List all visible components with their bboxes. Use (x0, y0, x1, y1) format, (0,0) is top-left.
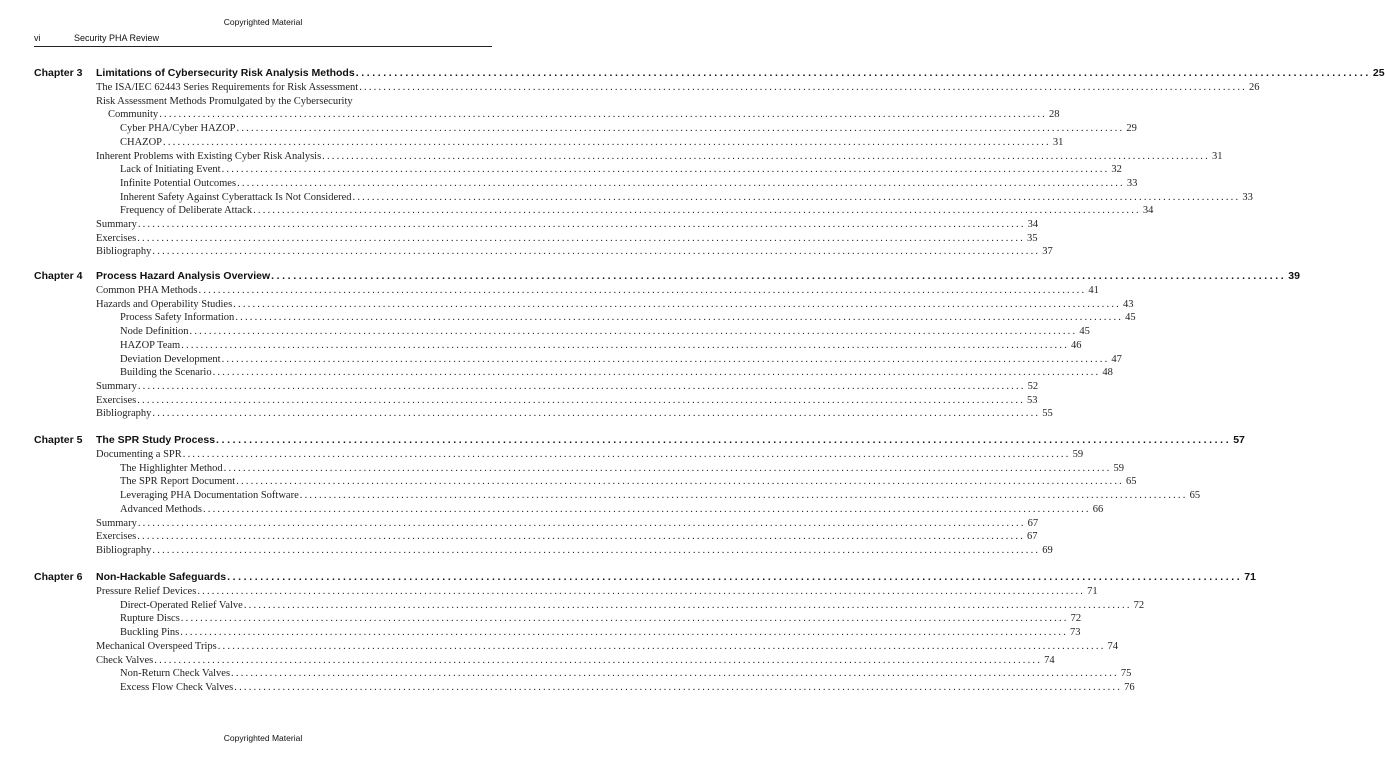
toc-entry (0, 503, 1104, 518)
entry-title: Direct-Operated Relief Valve (120, 599, 243, 611)
entry-title: CHAZOP (120, 136, 163, 148)
toc-entry (0, 136, 1064, 151)
toc-entry (0, 640, 1119, 655)
toc-entry (0, 599, 1145, 614)
dot-leader: ........................................................................................................................................................................................ (299, 490, 1188, 502)
entry-page: 34 (1142, 205, 1154, 217)
entry-page: 67 (1027, 517, 1039, 529)
entry-title: Building the Scenario (120, 367, 212, 379)
chapter-title-row (96, 270, 1300, 282)
toc-entry-row (96, 96, 474, 107)
entry-title: Exercises (96, 394, 137, 406)
dot-leader: ........................................................................................................................................................................................ (271, 270, 1287, 282)
toc-entry (0, 109, 1060, 123)
dot-leader: ........................................................................................................................................................................................ (152, 544, 1041, 556)
toc-entry-row (120, 339, 1082, 351)
chapter-heading (0, 571, 1256, 585)
entry-title: Community (108, 109, 159, 121)
toc-entry-row (120, 177, 1138, 189)
toc-entry (0, 150, 1223, 165)
toc-entry (0, 490, 1201, 504)
entry-title: Excess Flow Check Valves (120, 681, 234, 693)
entry-title: Buckling Pins (120, 627, 180, 639)
toc-entry-row (96, 654, 1055, 666)
toc-entry-row (96, 246, 1053, 258)
dot-leader: ........................................................................................................................................................................................ (235, 312, 1124, 324)
entry-page: 48 (1102, 367, 1113, 379)
toc-entry-row (120, 613, 1082, 625)
entry-page: 28 (1049, 109, 1060, 121)
entry-page: 69 (1042, 544, 1053, 556)
dot-leader: ........................................................................................................................................................................................ (355, 67, 1371, 79)
entry-title: Risk Assessment Methods Promulgated by the Cybersecurity (96, 95, 353, 107)
entry-title: The SPR Report Document (120, 476, 236, 488)
dot-leader: ........................................................................................................................................................................................ (212, 367, 1101, 379)
toc-entry-row (120, 136, 1064, 148)
toc-entry (0, 312, 1136, 326)
entry-page: 72 (1070, 613, 1082, 625)
entry-title: Hazards and Operability Studies (96, 298, 233, 310)
toc-entry (0, 353, 1122, 368)
entry-title: Bibliography (96, 408, 152, 420)
dot-leader: ........................................................................................................................................................................................ (221, 164, 1110, 176)
toc-entry-row (96, 531, 1038, 543)
dot-leader: ........................................................................................................................................................................................ (137, 232, 1026, 244)
entry-page: 67 (1027, 531, 1038, 543)
toc-entry-row (120, 191, 1253, 203)
toc-entry (0, 164, 1122, 178)
dot-leader: ........................................................................................................................................................................................ (137, 394, 1026, 406)
entry-page: 71 (1087, 586, 1098, 597)
toc-entry (0, 82, 1260, 96)
toc-entry (0, 394, 1038, 409)
entry-page: 59 (1113, 462, 1124, 474)
entry-page: 33 (1126, 177, 1138, 189)
dot-leader: ........................................................................................................................................................................................ (137, 219, 1026, 230)
chapter-page: 39 (1288, 270, 1300, 282)
toc-entry-row (96, 298, 1134, 310)
entry-page: 52 (1027, 380, 1039, 392)
dot-leader: ........................................................................................................................................................................................ (180, 613, 1069, 625)
chapter-number: Chapter 4 (34, 270, 83, 282)
chapter-page: 57 (1233, 434, 1245, 446)
toc-entry-row (120, 353, 1122, 365)
toc-entry-row (120, 503, 1104, 515)
dot-leader: ........................................................................................................................................................................................ (181, 339, 1070, 351)
dot-leader: ........................................................................................................................................................................................ (163, 136, 1051, 148)
toc-entry (0, 476, 1137, 490)
entry-title: Bibliography (96, 246, 152, 258)
toc-entry-row (120, 490, 1201, 502)
toc-entry (0, 531, 1038, 545)
dot-leader: ........................................................................................................................................................................................ (236, 476, 1125, 488)
entry-title: Check Valves (96, 654, 154, 666)
toc-entry-row (96, 408, 1053, 420)
toc-entry (0, 285, 1099, 299)
dot-leader: ........................................................................................................................................................................................ (137, 531, 1026, 543)
dot-leader: ........................................................................................................................................................................................ (237, 177, 1125, 189)
toc-entry-row (120, 462, 1124, 474)
toc-entry-row (96, 150, 1223, 162)
entry-title: Lack of Initiating Event (120, 164, 221, 176)
toc-entry (0, 339, 1082, 354)
dot-leader: ........................................................................................................................................................................................ (152, 408, 1041, 420)
entry-title: Leveraging PHA Documentation Software (120, 490, 299, 502)
entry-title: The Highlighter Method (120, 462, 223, 474)
dot-leader: ........................................................................................................................................................................................ (189, 326, 1078, 338)
entry-title: Summary (96, 517, 137, 529)
chapter-number: Chapter 6 (34, 571, 83, 583)
entry-title: Process Safety Information (120, 312, 235, 324)
toc-entry (0, 123, 1137, 137)
entry-title: Frequency of Deliberate Attack (120, 205, 253, 217)
chapter-number: Chapter 3 (34, 67, 83, 79)
dot-leader: ........................................................................................................................................................................................ (221, 353, 1110, 365)
toc-entry (0, 246, 1053, 260)
entry-title: Deviation Development (120, 353, 221, 365)
chapter-title: The SPR Study Process (96, 434, 216, 446)
entry-page: 35 (1027, 232, 1038, 244)
chapter-title: Process Hazard Analysis Overview (96, 270, 271, 282)
toc-entry-row (120, 205, 1154, 217)
entry-page: 32 (1111, 164, 1122, 176)
dot-leader: ........................................................................................................................................................................................ (198, 285, 1087, 296)
entry-title: Mechanical Overspeed Trips (96, 640, 217, 652)
toc-entry (0, 408, 1053, 422)
toc-entry (0, 681, 1135, 696)
dot-leader: ........................................................................................................................................................................................ (154, 654, 1043, 666)
chapter-page: 25 (1372, 67, 1385, 79)
chapter-heading (0, 434, 1245, 448)
dot-leader: ........................................................................................................................................................................................ (352, 191, 1241, 203)
toc-entry-row (120, 627, 1081, 639)
entry-page: 33 (1242, 191, 1253, 203)
entry-title: Summary (96, 380, 137, 392)
entry-title: Inherent Safety Against Cyberattack Is Not Considered (120, 191, 352, 203)
dot-leader: ........................................................................................................................................................................................ (243, 599, 1132, 611)
entry-title: Infinite Potential Outcomes (120, 177, 237, 189)
toc-entry (0, 205, 1154, 219)
toc-entry-row (120, 164, 1122, 176)
dot-leader: ........................................................................................................................................................................................ (216, 434, 1232, 446)
toc-entry (0, 449, 1084, 463)
entry-title: Bibliography (96, 544, 152, 556)
toc-entry (0, 586, 1098, 600)
toc-entry-row (120, 681, 1135, 693)
entry-title: Node Definition (120, 326, 189, 338)
entry-page: 53 (1027, 394, 1038, 406)
entry-page: 74 (1044, 654, 1055, 666)
dot-leader: ........................................................................................................................................................................................ (180, 627, 1069, 639)
toc-entry-row (120, 326, 1090, 338)
entry-title: Cyber PHA/Cyber HAZOP (120, 123, 236, 135)
toc-entry (0, 96, 526, 110)
toc-entry-row (96, 544, 1053, 556)
chapter-title-row (96, 434, 1245, 446)
entry-page: 45 (1125, 312, 1136, 324)
dot-leader: ........................................................................................................................................................................................ (253, 205, 1141, 217)
entry-title: Common PHA Methods (96, 285, 198, 296)
toc-entry (0, 544, 1053, 559)
entry-page: 45 (1079, 326, 1090, 338)
entry-page: 43 (1122, 298, 1134, 310)
toc-entry (0, 627, 1081, 641)
dot-leader: ........................................................................................................................................................................................ (322, 150, 1210, 162)
entry-page: 55 (1042, 408, 1053, 420)
dot-leader: ........................................................................................................................................................................................ (227, 571, 1243, 583)
dot-leader: ........................................................................................................................................................................................ (152, 246, 1041, 258)
chapter-title-row (96, 67, 1385, 79)
entry-page: 31 (1052, 136, 1064, 148)
toc-entry-row (96, 380, 1039, 392)
entry-title: Inherent Problems with Existing Cyber Risk Analysis (96, 150, 322, 162)
dot-leader: ........................................................................................................................................................................................ (159, 109, 1047, 121)
entry-page: 46 (1071, 339, 1082, 351)
dot-leader: ........................................................................................................................................................................................ (359, 82, 1247, 93)
toc-entry-row (96, 394, 1038, 406)
chapter-page: 71 (1244, 571, 1256, 583)
chapter-title-row (96, 571, 1256, 583)
toc-entry (0, 326, 1090, 340)
entry-page: 29 (1126, 123, 1137, 135)
chapter-title: Limitations of Cybersecurity Risk Analysis Methods (96, 67, 355, 79)
dot-leader: ........................................................................................................................................................................................ (231, 668, 1119, 680)
chapter-heading (0, 67, 1385, 81)
dot-leader: ........................................................................................................................................................................................ (137, 517, 1026, 529)
dot-leader: ........................................................................................................................................................................................ (182, 449, 1071, 460)
toc-entry (0, 613, 1082, 627)
entry-title: Exercises (96, 232, 137, 244)
toc-entry-row (120, 599, 1145, 611)
entry-page: 47 (1111, 353, 1122, 365)
page-number: vi (34, 33, 41, 43)
entry-title: HAZOP Team (120, 339, 181, 351)
dot-leader: ........................................................................................................................................................................................ (236, 123, 1125, 135)
chapter-title: Non-Hackable Safeguards (96, 571, 227, 583)
toc-entry-row (120, 668, 1132, 680)
toc-entry (0, 380, 1039, 395)
entry-title: Exercises (96, 531, 137, 543)
toc-entry (0, 654, 1055, 669)
toc-entry-row (120, 476, 1137, 488)
entry-page: 72 (1133, 599, 1145, 611)
toc-entry-row (96, 232, 1038, 244)
toc-entry-row (108, 109, 1060, 121)
toc-entry-row (96, 219, 1039, 230)
entry-title: Pressure Relief Devices (96, 586, 197, 597)
dot-leader: ........................................................................................................................................................................................ (234, 681, 1123, 693)
entry-title: Advanced Methods (120, 503, 202, 515)
entry-page: 59 (1072, 449, 1084, 460)
toc-entry-row (120, 367, 1113, 379)
toc-entry-row (96, 517, 1039, 529)
dot-leader: ........................................................................................................................................................................................ (233, 298, 1121, 310)
entry-title: The ISA/IEC 62443 Series Requirements for Risk Assessment (96, 82, 359, 93)
toc-entry (0, 232, 1038, 247)
toc-entry (0, 462, 1124, 477)
entry-page: 31 (1211, 150, 1223, 162)
toc-entry (0, 191, 1253, 206)
entry-page: 73 (1070, 627, 1081, 639)
entry-page: 75 (1120, 668, 1132, 680)
toc-entry (0, 367, 1113, 381)
entry-page: 34 (1027, 219, 1039, 230)
dot-leader: ........................................................................................................................................................................................ (202, 503, 1091, 515)
running-title: Security PHA Review (74, 33, 160, 43)
dot-leader: ........................................................................................................................................................................................ (197, 586, 1086, 597)
toc-entry-row (120, 123, 1137, 135)
toc-entry-row (96, 449, 1084, 460)
toc-entry-row (96, 285, 1099, 296)
toc-entry (0, 177, 1138, 192)
entry-title: Summary (96, 219, 137, 230)
toc-entry (0, 298, 1134, 313)
toc-entry (0, 517, 1039, 532)
entry-page: 37 (1042, 246, 1053, 258)
copyright-watermark-bottom: Copyrighted Material (223, 733, 303, 743)
entry-page: 76 (1124, 681, 1135, 693)
toc-entry (0, 668, 1132, 682)
dot-leader: ........................................................................................................................................................................................ (137, 380, 1026, 392)
entry-page: 65 (1189, 490, 1201, 502)
entry-page: 26 (1249, 82, 1260, 93)
entry-page: 65 (1126, 476, 1137, 488)
dot-leader: ........................................................................................................................................................................................ (217, 640, 1106, 652)
entry-page: 66 (1092, 503, 1104, 515)
entry-title: Rupture Discs (120, 613, 180, 625)
entry-title: Documenting a SPR (96, 449, 182, 460)
chapter-heading (0, 270, 1300, 284)
toc-entry-row (120, 312, 1136, 324)
toc-entry-row (96, 82, 1260, 93)
entry-page: 74 (1107, 640, 1119, 652)
chapter-number: Chapter 5 (34, 434, 83, 446)
entry-page: 41 (1088, 285, 1099, 296)
entry-title: Non-Return Check Valves (120, 668, 231, 680)
copyright-watermark-top: Copyrighted Material (223, 17, 303, 27)
toc-entry-row (96, 640, 1119, 652)
toc-entry (0, 219, 1039, 233)
dot-leader: ........................................................................................................................................................................................ (223, 462, 1112, 474)
toc-entry-row (96, 586, 1098, 597)
